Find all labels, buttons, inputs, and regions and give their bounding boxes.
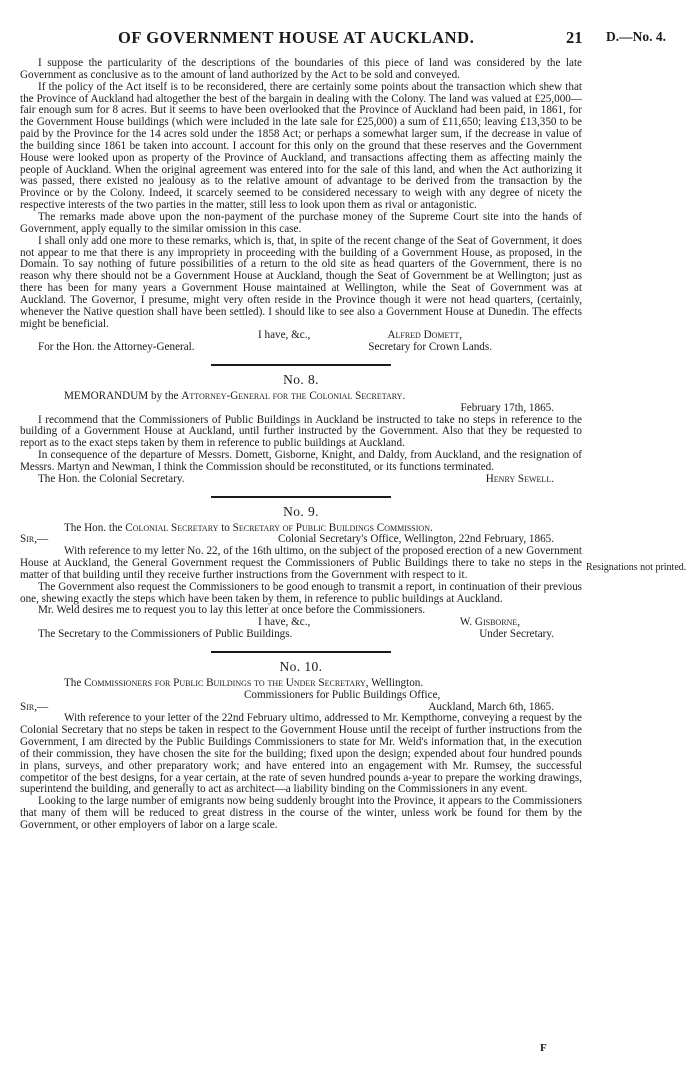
section-divider [211,364,391,366]
memo-to: Colonial Secretary. [309,389,406,402]
closing: I have, &c., [258,616,311,629]
title-part: Wellington. [371,676,424,689]
title-part: Colonial Secretary [125,521,219,534]
signer-title: Secretary for Crown Lands. [368,341,492,354]
title-part: to the [254,676,283,689]
addressee-line [20,342,582,354]
section-heading: No. 8. [283,372,319,388]
signature: Alfred Domett, [387,329,462,342]
letter-title [20,678,582,690]
addressee: The Hon. the Colonial Secretary. [38,472,185,485]
memo-prefix: MEMORANDUM by the [64,389,179,402]
salutation: Sir,— [20,700,49,713]
title-part: The [64,676,82,689]
addressee: The Secretary to the Commissioners of Public Buildings. [38,628,293,641]
section-divider [211,651,391,653]
title-part: to [221,521,230,534]
memo-from: Attorney-General [181,389,270,402]
title-part: The Hon. the [64,521,123,534]
section-heading: No. 9. [283,503,319,519]
title-part: Commissioners for Public Buildings [84,676,252,689]
paragraph: I suppose the particularity of the descriptions of the boundaries of this piece of land was considered by the late Government as conclusive as to the amount of land authorized by the Act to be sold and conveyed. [20,57,582,81]
place-date: Auckland, March 6th, 1865. [428,700,554,713]
addressee: For the Hon. the Attorney-General. [38,341,195,354]
page-header [0,28,700,48]
running-title: OF GOVERNMENT HOUSE AT AUCKLAND. [118,28,475,47]
title-part: Under Secretary, [285,676,369,689]
letter-no10 [20,658,582,832]
paragraph: I recommend that the Commissioners of Public Buildings in Auckland be instructed to take no steps in reference to the building of a Government House at Auckland, until further instructed by the Government. Also that they be requested to report as to the exact steps taken by them in reference to public buildings at Auckland. [20,413,582,450]
signature: W. Gisborne, [459,616,520,629]
paragraph: The remarks made above upon the non-payment of the purchase money of the Supreme Court site into the hands of Government, apply equally to the similar omission in this case. [20,210,582,235]
memo-date: February 17th, 1865. [460,401,554,414]
paragraph: If the policy of the Act itself is to be reconsidered, there are certainly some points about the transaction which shew that the Province of Auckland had altogether the best of the bargain in dealing with the Colony. The land was valued at £25,000—fair enough sum for 8 acres. But it seems to have been overlooked that the Province of Auckland had been paid, in 1861, for the Government House buildings (which were included in the late sale for £25,000) a sum of £11,650; leaving £13,350 to be paid by the Province for the 14 acres sold under the 1858 Act; or perhaps a somewhat larger sum, if the decrease in value of the building since 1861 be taken into account. I account for this only on the ground that these reserves and the Government House were looked upon as property of the Province of Auckland, and transactions affecting them as affecting mainly the people of Auckland. When the original agreement was entered into for the sale of this land, and when the Act authorizing it was passed, there existed no jealousy as to the relative amount of advantage to be derived from the transaction by the Province or by the Colony. Indeed, it scarcely seemed to be considered necessary to weigh with any degree of nicety the respective interests of the two parties in the matter, still less to look upon them as rival or antagonistic. [20,80,582,212]
letter-no7-continuation [20,58,582,354]
paragraph: The Government also request the Commissioners to be good enough to transmit a report, in continuation of their previous one, shewing exactly the steps which have been taken by them, in reference to public buildings at Auckland. [20,580,582,605]
closing: I have, &c., [258,329,311,342]
document-body [20,58,582,832]
office-line: Colonial Secretary's Office, Wellington, 22nd February, 1865. [278,533,554,546]
section-heading: No. 10. [279,658,323,674]
page-number: 21 [566,28,583,47]
memo-mid: for the [272,389,307,402]
paragraph: With reference to my letter No. 22, of the 16th ultimo, on the subject of the proposed erection of a new Government House at Auckland, the General Government request the Commissioners of Public Buildings there to take no steps in the matter of that building until they receive further instructions from the Government with respect to it. [20,545,582,581]
memo-title [20,391,582,403]
signature: Henry Sewell. [485,472,554,485]
office-line: Commissioners for Public Buildings Office, [244,688,441,701]
paragraph: In consequence of the departure of Messrs. Domett, Gisborne, Knight, and Daldy, from Auckland, and the resignation of Messrs. Martyn and Newman, I think the Commission should be reconstituted, or its functions terminated. [20,449,582,473]
addressee-line [20,629,582,641]
addressee-line [20,474,582,486]
paragraph: Mr. Weld desires me to request you to lay this letter at once before the Commissioners. [38,604,426,617]
section-divider [211,496,391,498]
memorandum-no8 [20,374,582,486]
margin-note: Resignations not printed. [586,562,687,573]
letter-no9 [20,503,582,641]
paragraph: I shall only add one more to these remarks, which is, that, in spite of the recent change of the Seat of Government, it does not appear to me that there is any impropriety in proceeding with the building of a Government House, as proposed, in the Domain. To say nothing of future possibilities of a return to the old site as head quarters of the Government, there is no reason why there should not be a Government House at Auckland, though the Seat of Government be at Wellington; just as there has been for many years a Government House maintained at Wellington, while the Seat of Government was at Auckland. The Governor, I presume, might very often reside in the Province though it were not head quarters, (certainly, whenever the Native question shall have been settled). I should like to see also a Government House at Dunedin. The effects might be beneficial. [20,234,582,330]
title-part: Secretary of Public Buildings Commission. [232,521,433,534]
paragraph: With reference to your letter of the 22nd February ultimo, addressed to Mr. Kempthorne, conveying a request by the Colonial Secretary that no steps be taken in respect to the Government House until the receipt of further instructions from the Government, I am directed by the Public Buildings Commissioners to state for Mr. Weld's information that, in the execution of their commission, they have chosen the site for the building; fixed upon the design; expended about four hundred pounds in plans, surveys, and other preparatory work; and have entered into an engagement with Mr. Rumsey, the successful competitor of the best designs, for a year certain, at the rate of seven hundred pounds a-year to prepare the working drawings, superintend the building, and generally to act as architect—a liability binding on the Commissioners in any event. [20,712,582,796]
signer-title: Under Secretary. [479,628,554,641]
signature-mark: F [540,1042,547,1054]
document-reference: D.—No. 4. [606,29,666,44]
salutation: Sir,— [20,533,49,546]
paragraph: Looking to the large number of emigrants now being suddenly brought into the Province, it appears to the Commissioners that many of them will be reduced to great distress in the course of the winter, unless work be found for them by the Government, or other employers of labor on a large scale. [20,795,582,831]
